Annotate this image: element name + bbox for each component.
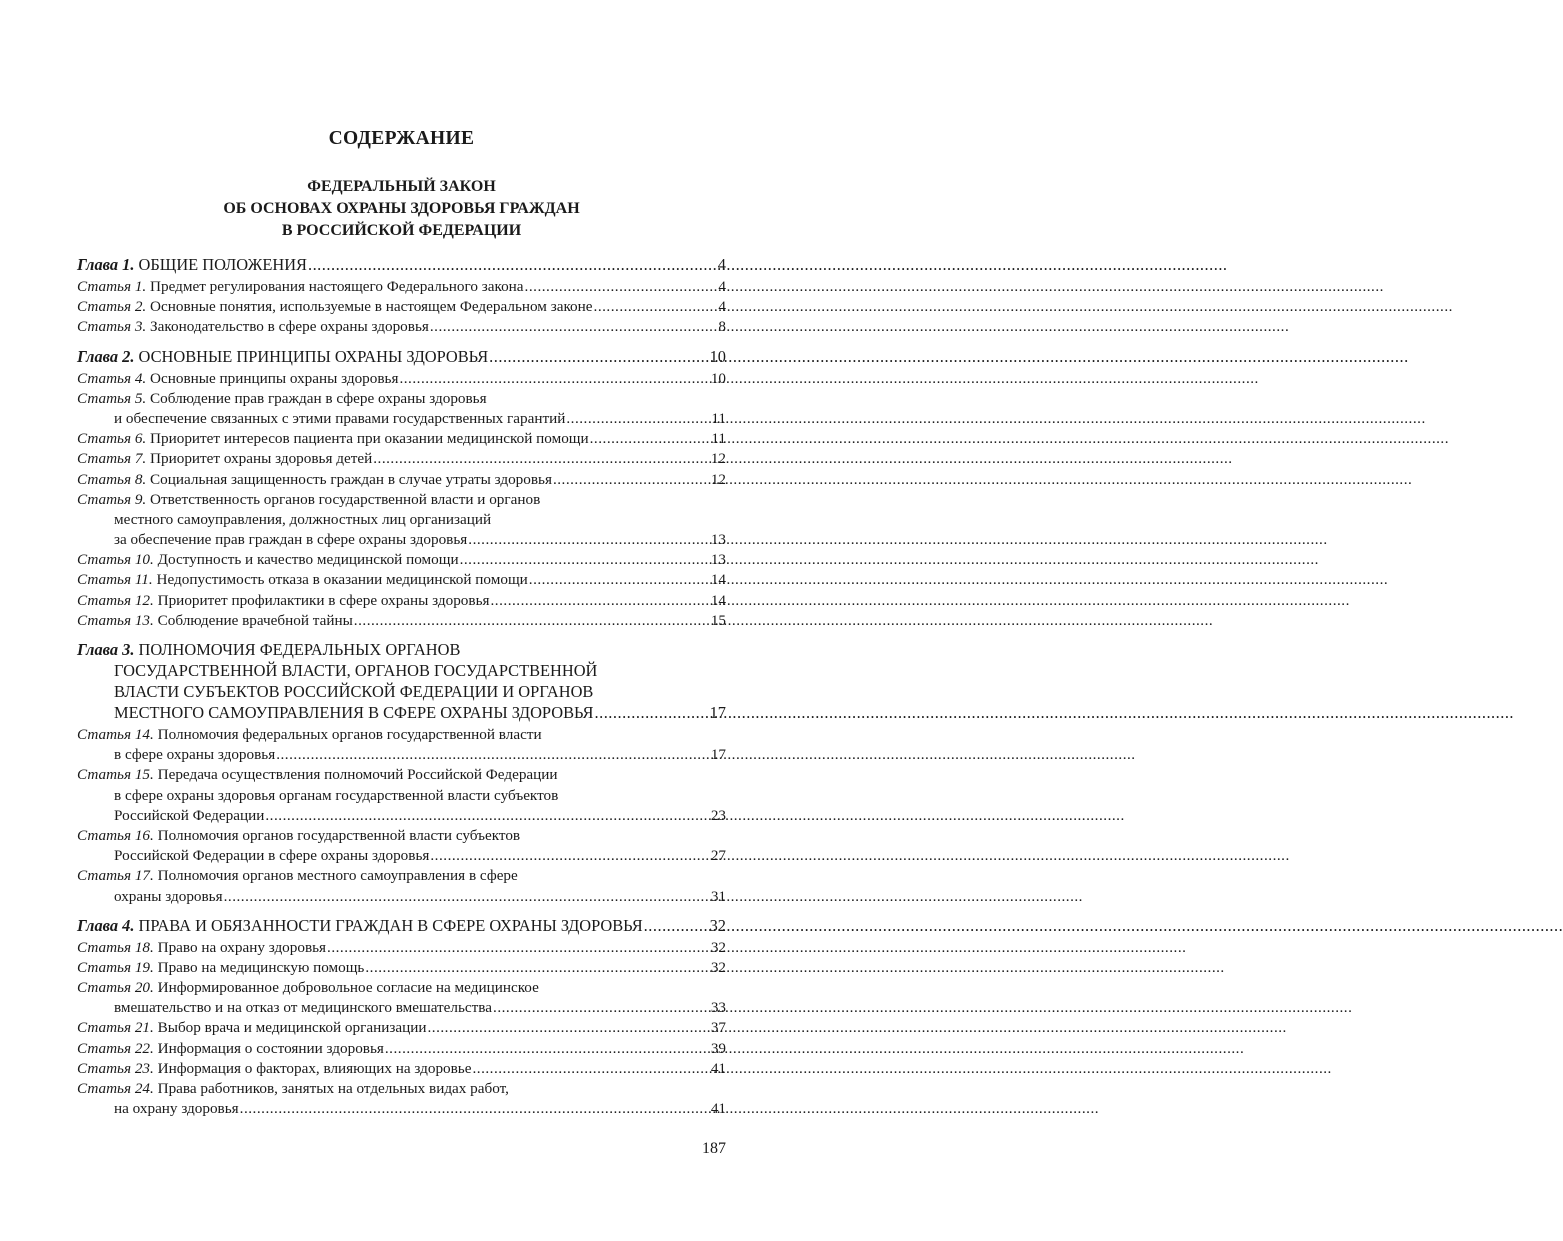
dot-leader: [276, 745, 710, 765]
article-line: [77, 846, 726, 866]
article-label: Статья 7.: [77, 450, 147, 468]
article-title: на охрану здоровья: [114, 1100, 239, 1118]
dot-leader: [491, 591, 710, 611]
dot-leader: [430, 846, 709, 866]
article-title: Доступность и качество медицинской помощи: [157, 551, 459, 569]
article-title: Законодательство в сфере охраны здоровья: [150, 318, 429, 336]
article-title: Права работников, занятых на отдельных видах работ,: [157, 1080, 509, 1097]
article-title: местного самоуправления, должностных лиц организаций: [114, 510, 492, 528]
chapter-title: ОСНОВНЫЕ ПРИНЦИПЫ ОХРАНЫ ЗДОРОВЬЯ: [138, 346, 489, 366]
chapter-line: [77, 254, 726, 275]
chapter-title: ВЛАСТИ СУБЪЕКТОВ РОССИЙСКОЙ ФЕДЕРАЦИИ И ОРГАНОВ: [114, 682, 594, 701]
article-line: [77, 806, 726, 826]
article-line: [77, 938, 726, 958]
article-title: Полномочия органов местного самоуправления в сфере: [157, 867, 518, 885]
dot-leader: [553, 470, 710, 490]
dot-leader: [385, 1039, 710, 1059]
law-title-line: ФЕДЕРАЛЬНЫЙ ЗАКОН: [307, 178, 496, 195]
article-label: Статья 18.: [77, 938, 154, 956]
article-label: Статья 4.: [77, 369, 147, 387]
article-title: Недопустимость отказа в оказании медицинской помощи: [156, 571, 528, 589]
article-label: Статья 20.: [77, 979, 154, 997]
article-line: [77, 510, 726, 530]
chapter-entry: [77, 639, 726, 907]
page-ref: 23: [710, 806, 726, 824]
article-label: Статья 15.: [77, 766, 154, 784]
article-title: Информация о факторах, влияющих на здоровье: [157, 1059, 472, 1077]
dot-leader: [430, 317, 718, 337]
chapter-label: Глава 3.: [77, 640, 135, 659]
article-label: Статья 22.: [77, 1039, 154, 1057]
chapter-entry: [77, 346, 726, 631]
article-title: Полномочия федеральных органов государственной власти: [157, 726, 542, 743]
page-ref: 8: [718, 318, 726, 336]
article-line: [77, 978, 726, 998]
page-ref: 39: [710, 1039, 726, 1057]
dot-leader: [525, 277, 718, 297]
article-line: [77, 786, 726, 806]
article-label: Статья 2.: [77, 298, 147, 316]
article-title: Передача осуществления полномочий Российской Федерации: [157, 766, 558, 784]
article-line: [77, 591, 726, 611]
article-label: Статья 9.: [77, 490, 147, 508]
article-label: Статья 10.: [77, 551, 154, 569]
page-ref: 13: [710, 551, 726, 569]
article-title: вмешательство и на отказ от медицинского вмешательства: [114, 999, 493, 1017]
article-line: [77, 1079, 726, 1099]
dot-leader: [354, 611, 710, 631]
dot-leader: [460, 550, 710, 570]
dot-leader: [590, 429, 711, 449]
dot-leader: [529, 570, 710, 590]
chapter-title: МЕСТНОГО САМОУПРАВЛЕНИЯ В СФЕРЕ ОХРАНЫ ЗДОРОВЬЯ: [114, 703, 594, 722]
chapter-title: ОБЩИЕ ПОЛОЖЕНИЯ: [138, 255, 307, 274]
chapter-line: [77, 702, 726, 723]
article-label: Статья 13.: [77, 611, 154, 629]
article-label: Статья 23.: [77, 1059, 154, 1077]
dot-leader: [493, 998, 710, 1018]
article-title: Соблюдение врачебной тайны: [157, 611, 353, 629]
dot-leader: [327, 938, 710, 958]
document-page: [77, 0, 726, 1241]
page-ref: 33: [710, 999, 726, 1017]
page-ref: 11: [711, 430, 726, 448]
page-ref: 27: [710, 847, 726, 865]
article-line: [77, 317, 726, 337]
article-title: Выбор врача и медицинской организации: [157, 1019, 427, 1037]
page-ref: 15: [710, 611, 726, 629]
chapter-label: Глава 4.: [77, 915, 135, 935]
chapter-title: ПРАВА И ОБЯЗАННОСТИ ГРАЖДАН В СФЕРЕ ОХРАНЫ ЗДОРОВЬЯ: [138, 915, 643, 935]
dot-leader: [468, 530, 710, 550]
dot-leader: [240, 1099, 710, 1119]
article-label: Статья 17.: [77, 867, 154, 885]
article-title: Приоритет интересов пациента при оказании медицинской помощи: [150, 430, 589, 448]
article-line: [77, 490, 726, 510]
table-of-contents: [77, 254, 726, 1119]
article-title: Российской Федерации: [114, 806, 265, 824]
article-line: [77, 429, 726, 449]
article-line: [77, 745, 726, 765]
article-title: Право на охрану здоровья: [157, 938, 327, 956]
chapter-entry: [77, 915, 726, 1120]
page-number: 187: [702, 1140, 726, 1157]
chapter-title: ГОСУДАРСТВЕННОЙ ВЛАСТИ, ОРГАНОВ ГОСУДАРСТВЕННОЙ: [114, 661, 598, 680]
article-title: Приоритет охраны здоровья детей: [150, 450, 373, 468]
article-label: Статья 8.: [77, 470, 147, 488]
article-line: [77, 1039, 726, 1059]
article-line: [77, 1059, 726, 1079]
article-line: [77, 277, 726, 297]
chapter-line: [77, 915, 726, 936]
article-title: Основные понятия, используемые в настоящем Федеральном законе: [150, 298, 593, 316]
article-label: Статья 21.: [77, 1019, 154, 1037]
chapter-label: Глава 1.: [77, 255, 135, 274]
chapter-line: [77, 681, 726, 702]
article-line: [77, 409, 726, 429]
article-label: Статья 16.: [77, 826, 154, 844]
dot-leader: [399, 369, 709, 389]
dot-leader: [427, 1018, 709, 1038]
dot-leader: [566, 409, 710, 429]
chapter-title: ПОЛНОМОЧИЯ ФЕДЕРАЛЬНЫХ ОРГАНОВ: [138, 640, 461, 659]
article-line: [77, 570, 726, 590]
article-title: Ответственность органов государственной власти и органов: [150, 490, 541, 508]
article-line: [77, 470, 726, 490]
article-line: [77, 1018, 726, 1038]
article-line: [77, 449, 726, 469]
article-title: в сфере охраны здоровья органам государственной власти субъектов: [114, 786, 559, 804]
dot-leader: [472, 1059, 709, 1079]
page-ref: 4: [717, 255, 726, 274]
article-label: Статья 3.: [77, 318, 147, 336]
page-title: СОДЕРЖАНИЕ: [328, 128, 475, 149]
page-ref: 11: [711, 409, 726, 427]
page-ref: 4: [718, 298, 726, 316]
page-ref: 12: [710, 470, 726, 488]
page-ref: 12: [710, 450, 726, 468]
article-line: [77, 297, 726, 317]
article-line: [77, 765, 726, 785]
page-ref: 37: [710, 1019, 726, 1037]
article-line: [77, 887, 726, 907]
article-title: охраны здоровья: [114, 887, 223, 905]
law-title: [77, 176, 726, 242]
article-title: в сфере охраны здоровья: [114, 746, 276, 764]
article-line: [77, 369, 726, 389]
page-ref: 10: [709, 346, 726, 366]
article-line: [77, 998, 726, 1018]
article-label: Статья 24.: [77, 1080, 154, 1097]
page-ref: 4: [718, 278, 726, 295]
article-line: [77, 826, 726, 846]
article-label: Статья 6.: [77, 430, 147, 448]
chapter-entry: [77, 254, 726, 338]
article-title: за обеспечение прав граждан в сфере охраны здоровья: [114, 531, 468, 549]
page-ref: 32: [709, 915, 726, 935]
page-ref: 13: [710, 531, 726, 549]
article-title: Право на медицинскую помощь: [157, 958, 365, 976]
dot-leader: [594, 297, 718, 317]
dot-leader: [373, 449, 710, 469]
page-ref: 17: [709, 703, 726, 722]
chapter-label: Глава 2.: [77, 346, 135, 366]
article-title: Социальная защищенность граждан в случае утраты здоровья: [150, 470, 552, 488]
article-line: [77, 1099, 726, 1119]
page-ref: 14: [710, 571, 726, 589]
article-label: Статья 12.: [77, 591, 154, 609]
article-title: и обеспечение связанных с этими правами государственных гарантий: [114, 409, 566, 427]
article-line: [77, 550, 726, 570]
article-line: [77, 866, 726, 886]
article-title: Российской Федерации в сфере охраны здоровья: [114, 847, 430, 865]
article-line: [77, 389, 726, 409]
article-line: [77, 611, 726, 631]
page-ref: 10: [710, 369, 726, 387]
chapter-line: [77, 660, 726, 681]
article-title: Информация о состоянии здоровья: [157, 1039, 384, 1057]
page-ref: 32: [710, 958, 726, 976]
page-ref: 17: [710, 746, 726, 764]
article-title: Соблюдение прав граждан в сфере охраны здоровья: [150, 389, 487, 407]
article-title: Приоритет профилактики в сфере охраны здоровья: [157, 591, 490, 609]
article-label: Статья 1.: [77, 278, 147, 295]
article-title: Полномочия органов государственной власти субъектов: [157, 826, 521, 844]
chapter-line: [77, 639, 726, 660]
dot-leader: [644, 915, 709, 936]
article-label: Статья 19.: [77, 958, 154, 976]
page-ref: 41: [710, 1100, 726, 1118]
article-line: [77, 725, 726, 745]
article-line: [77, 530, 726, 550]
page-ref: 41: [710, 1059, 726, 1077]
chapter-line: [77, 346, 726, 367]
page-ref: 31: [710, 887, 726, 905]
dot-leader: [595, 702, 709, 723]
law-title-line: В РОССИЙСКОЙ ФЕДЕРАЦИИ: [281, 222, 522, 239]
article-title: Предмет регулирования настоящего Федерального закона: [150, 278, 524, 295]
dot-leader: [308, 254, 717, 275]
dot-leader: [265, 806, 709, 826]
page-ref: 32: [710, 938, 726, 956]
dot-leader: [224, 887, 710, 907]
article-label: Статья 11.: [77, 571, 153, 589]
article-title: Информированное добровольное согласие на медицинское: [157, 979, 539, 997]
article-title: Основные принципы охраны здоровья: [150, 369, 399, 387]
article-label: Статья 5.: [77, 389, 147, 407]
article-label: Статья 14.: [77, 726, 154, 743]
article-line: [77, 958, 726, 978]
dot-leader: [365, 958, 709, 978]
page-ref: 14: [710, 591, 726, 609]
dot-leader: [489, 346, 708, 367]
law-title-line: ОБ ОСНОВАХ ОХРАНЫ ЗДОРОВЬЯ ГРАЖДАН: [223, 200, 580, 217]
